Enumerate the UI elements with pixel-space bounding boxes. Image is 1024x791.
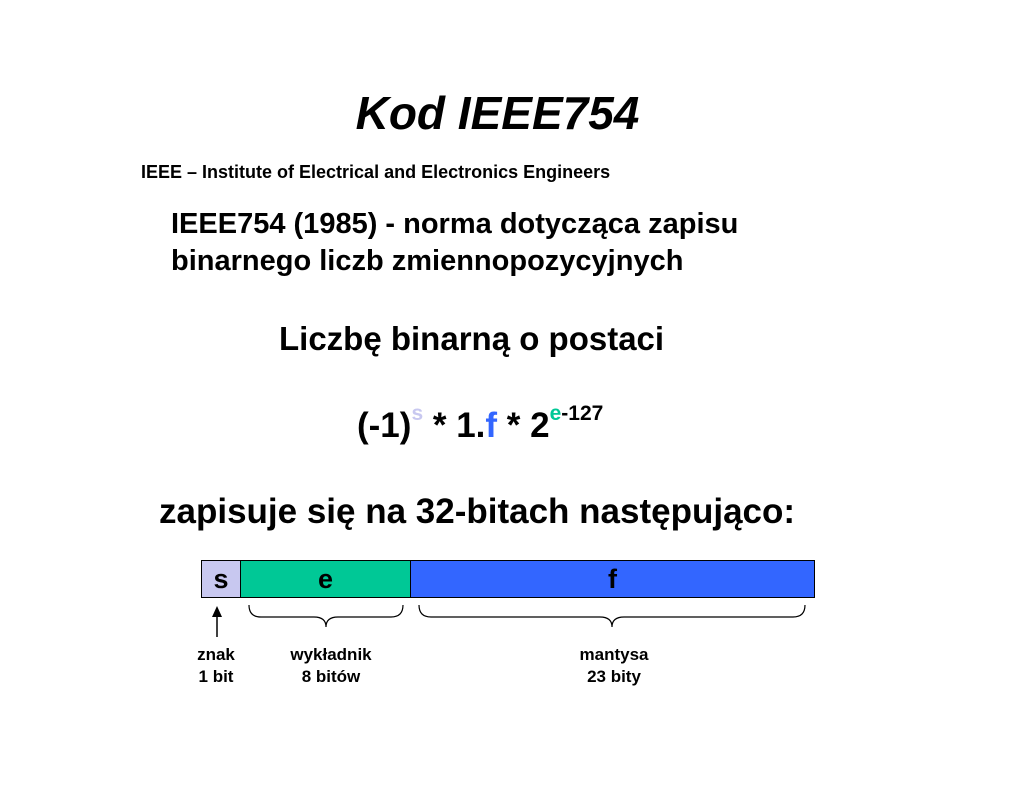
mantissa-description [554,644,674,688]
description-line-1: IEEE754 (1985) - norma dotycząca zapisu [171,208,739,240]
sign-bits: 1 bit [198,667,234,686]
formula-mantissa-prefix: * 1. [423,406,486,445]
fraction-field-label: f [608,563,617,594]
exponent-bits: 8 bitów [301,667,361,686]
formula-fraction: f [485,406,498,445]
layout-statement: zapisuje się na 32-bitach następująco: [159,492,796,531]
description-line-2: binarnego liczb zmiennopozycyjnych [171,245,684,277]
ieee-definition: IEEE – Institute of Electrical and Electronics Engineers [141,162,611,182]
sign-field-label: s [213,563,229,594]
formula-sign-base: (-1) [357,406,412,445]
exponent-brace [249,605,403,627]
exponent-name: wykładnik [290,645,372,664]
mantissa-name: mantysa [579,645,649,664]
sign-description [186,644,246,688]
formula-sign-exponent: s [411,402,424,426]
mantissa-brace [419,605,805,627]
sign-arrow-icon [212,606,222,637]
section-heading: Liczbę binarną o postaci [279,320,665,357]
exponent-field-label: e [317,563,334,594]
exponent-description [271,644,391,688]
formula-exponent-bias: -127 [561,402,604,426]
sign-name: znak [197,645,235,664]
slide-title: Kod IEEE754 [355,87,640,139]
formula-exponent-var: e [549,402,562,426]
formula-base-two: * 2 [497,406,550,445]
mantissa-bits: 23 bity [587,667,641,686]
